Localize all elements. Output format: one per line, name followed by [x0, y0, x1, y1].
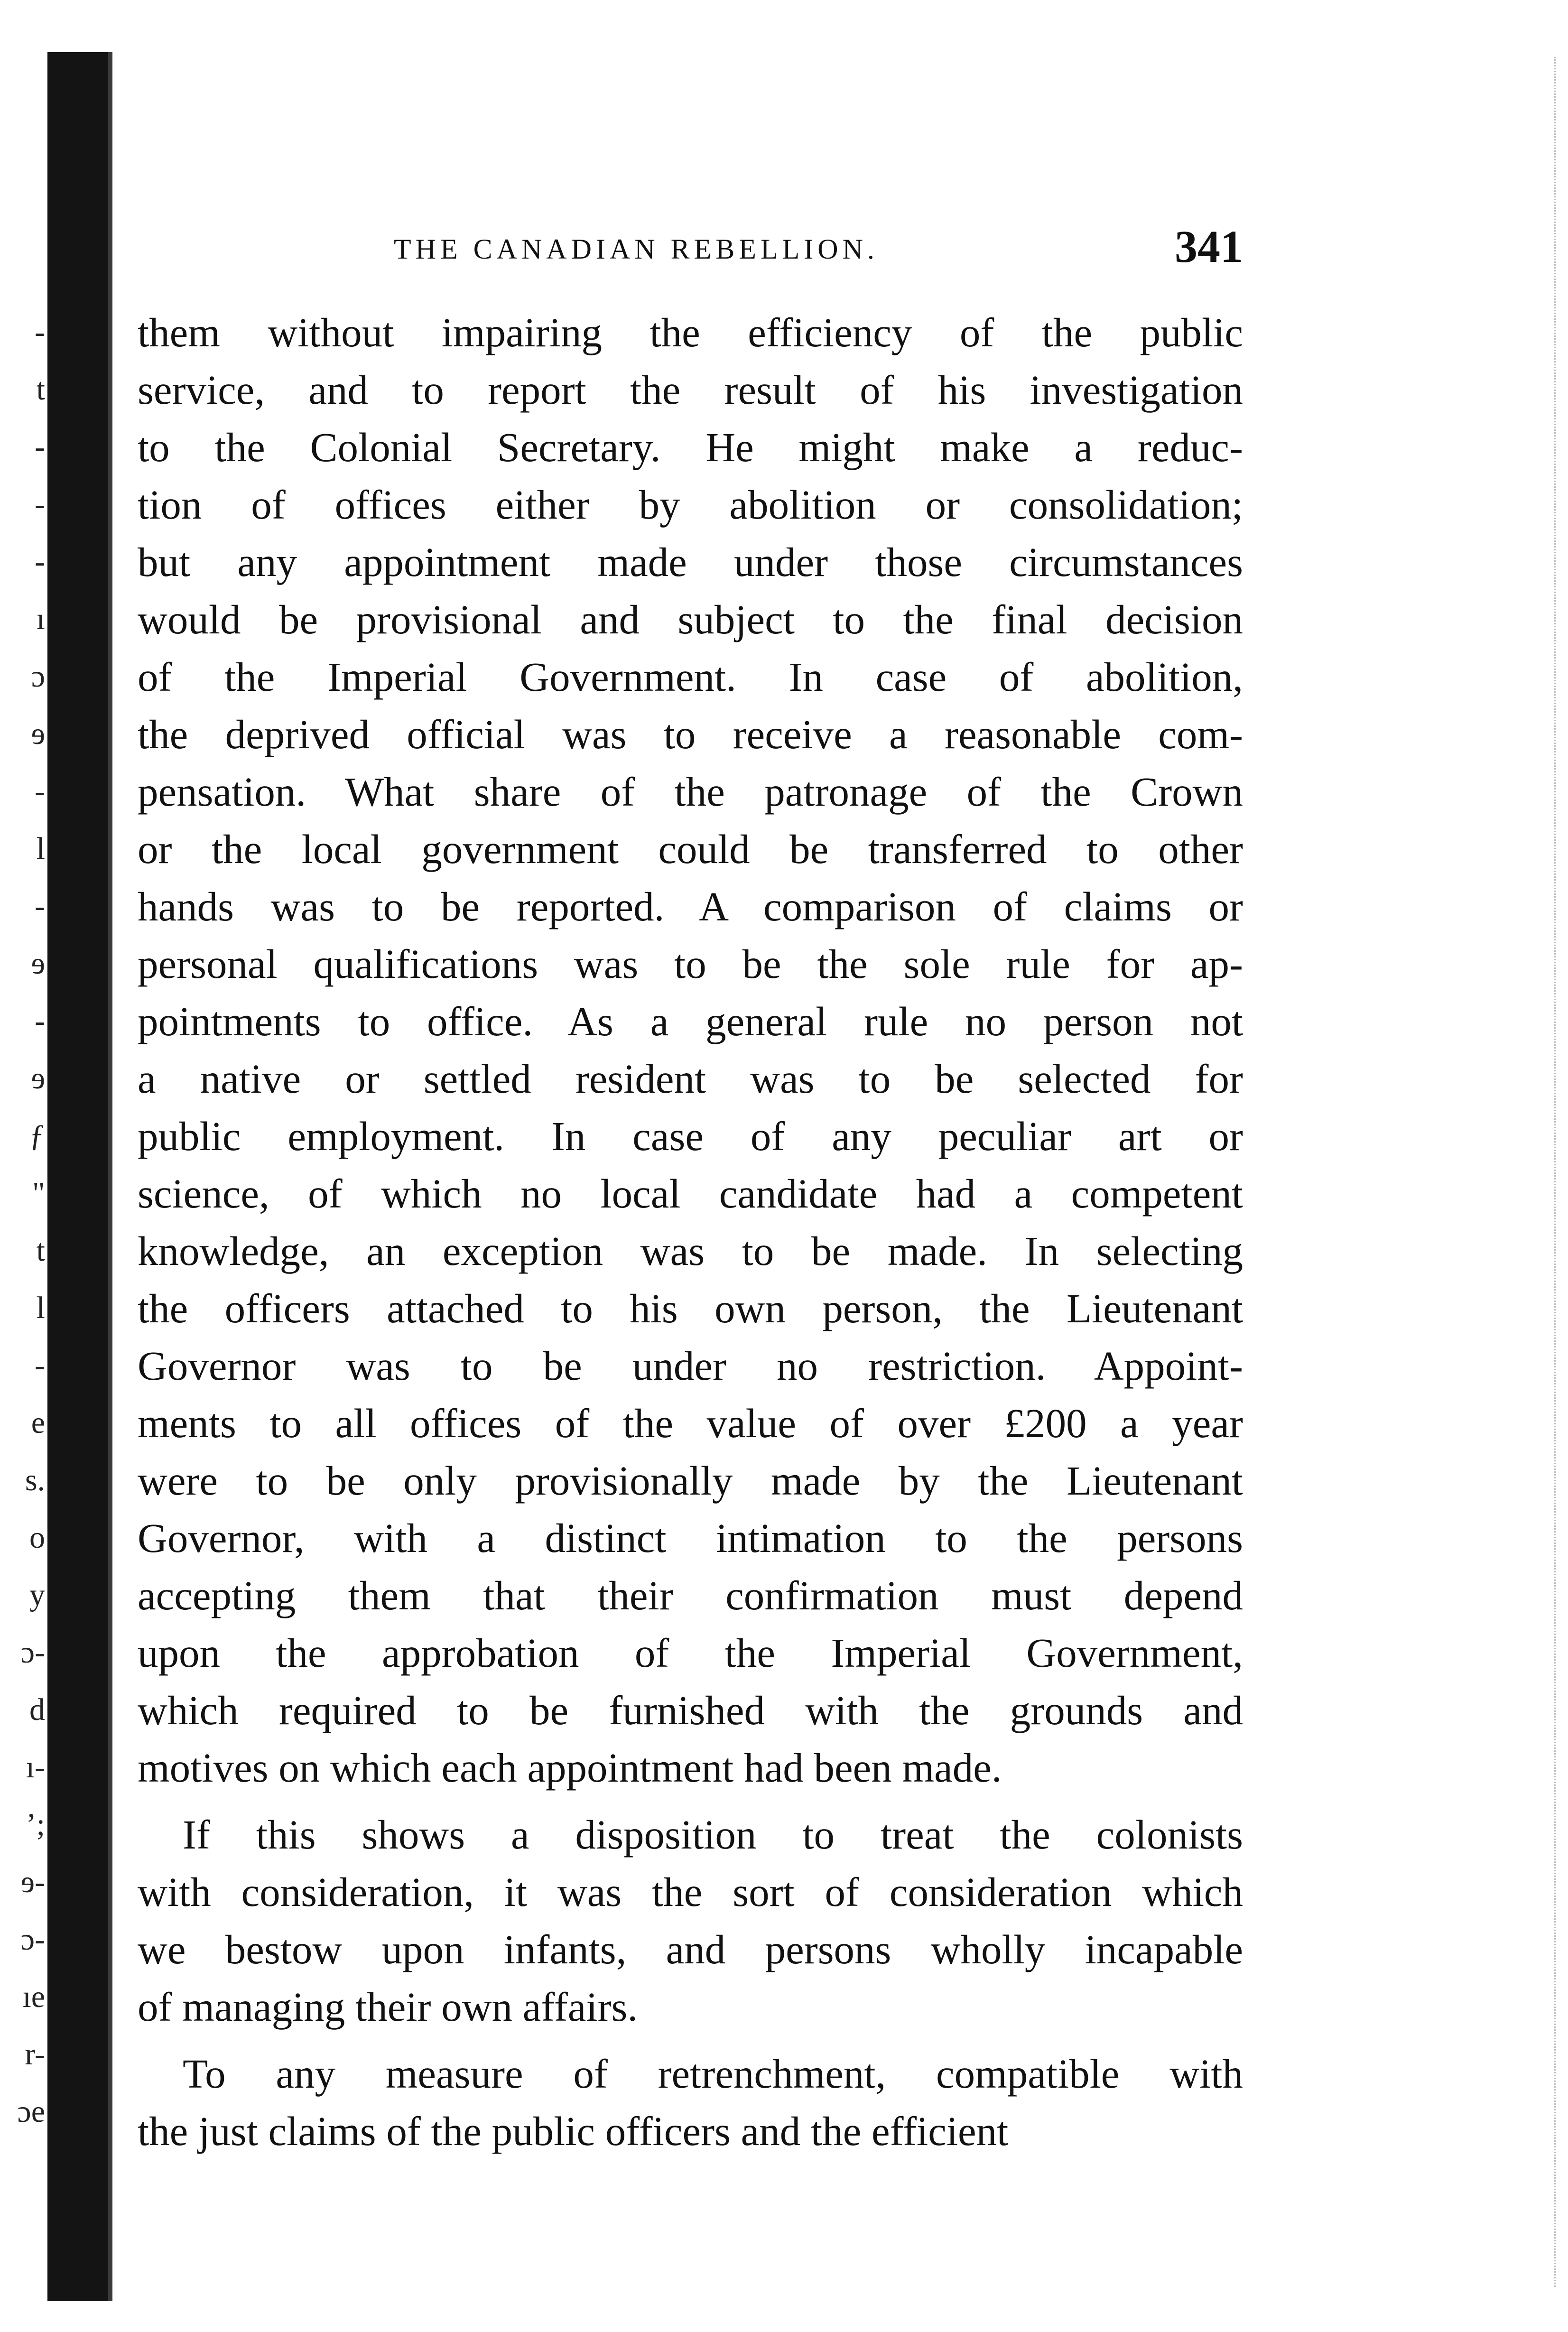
text-line: which required to be furnished with the grounds and	[138, 1687, 1243, 1733]
text-line: we bestow upon infants, and persons wholly incapable	[138, 1926, 1243, 1972]
text-line: pointments to office. As a general rule no person not	[138, 998, 1243, 1044]
gutter-fragment: ıe	[22, 1979, 45, 2014]
text-line: the deprived official was to receive a reasonable com-	[138, 711, 1243, 757]
gutter-fragment: -	[35, 1348, 45, 1383]
text-line: Governor was to be under no restriction. Appoint-	[138, 1343, 1243, 1389]
text-line: but any appointment made under those circumstances	[138, 539, 1243, 585]
gutter-fragment: d	[29, 1692, 45, 1727]
gutter-fragment: -	[35, 315, 45, 349]
gutter-fragment: t	[36, 1233, 45, 1268]
text-line: To any measure of retrenchment, compatible with	[183, 2051, 1243, 2097]
text-line: personal qualifications was to be the sole rule for ap-	[138, 941, 1243, 987]
text-line: ments to all offices of the value of over £200 a year	[138, 1400, 1243, 1446]
gutter-fragment: s.	[25, 1463, 45, 1497]
gutter-fragment: ɘ	[31, 716, 45, 751]
paragraph	[138, 2045, 1243, 2160]
gutter-fragment: -	[35, 1003, 45, 1038]
gutter-fragment: ɘ	[31, 946, 45, 981]
paragraph-gap	[138, 2035, 1243, 2045]
gutter-fragment: ƒ	[29, 1118, 45, 1153]
gutter-fragment: ɔ-	[20, 1922, 45, 1957]
gutter-fragment: y	[29, 1578, 45, 1612]
gutter-fragment: o	[29, 1520, 45, 1555]
text-line: the just claims of the public officers and the efficient	[138, 2108, 1009, 2154]
running-head: THE CANADIAN REBELLION.	[394, 233, 879, 265]
gutter-fragment: ı-	[26, 1750, 45, 1784]
text-line: of managing their own affairs.	[138, 1984, 638, 2030]
gutter-fragment: ɔ-	[20, 1635, 45, 1670]
gutter-fragment: -	[35, 487, 45, 521]
text-line: with consideration, it was the sort of consideration which	[138, 1869, 1243, 1915]
text-line: If this shows a disposition to treat the colonists	[183, 1812, 1243, 1858]
text-line: were to be only provisionally made by the Lieutenant	[138, 1458, 1243, 1504]
text-line: the officers attached to his own person, the Lieutenant	[138, 1285, 1243, 1331]
text-line: or the local government could be transferred to other	[138, 826, 1243, 872]
text-line: knowledge, an exception was to be made. In selecting	[138, 1228, 1243, 1274]
gutter-fragment: "	[32, 1176, 45, 1210]
gutter-fragment: ɘ-	[20, 1865, 45, 1899]
gutter-fragment: l	[36, 831, 45, 866]
text-line: tion of offices either by abolition or consolidation;	[138, 482, 1243, 528]
page-number: 341	[1175, 221, 1243, 272]
text-line: them without impairing the efficiency of the public	[138, 309, 1243, 355]
facing-page-fragments	[0, 0, 47, 2332]
paragraph	[138, 1806, 1243, 2035]
paragraph	[138, 304, 1243, 1796]
gutter-fragment: t	[36, 372, 45, 407]
gutter-fragment: ʼ;	[26, 1807, 45, 1842]
text-line: service, and to report the result of his investigation	[138, 367, 1243, 413]
gutter-fragment: -	[35, 889, 45, 923]
body-text	[138, 304, 1243, 2160]
text-line: would be provisional and subject to the final decision	[138, 596, 1243, 642]
paragraph-gap	[138, 1796, 1243, 1806]
text-line: accepting them that their confirmation must depend	[138, 1572, 1243, 1618]
text-line: to the Colonial Secretary. He might make a reduc-	[138, 424, 1243, 470]
text-line: Governor, with a distinct intimation to the persons	[138, 1515, 1243, 1561]
gutter-fragment: -	[35, 774, 45, 808]
page-header	[138, 221, 1243, 273]
gutter-fragment: -	[35, 429, 45, 464]
text-line: of the Imperial Government. In case of abolition,	[138, 654, 1243, 700]
gutter-fragment: r-	[25, 2037, 45, 2072]
gutter-fragment: ı	[36, 602, 45, 636]
gutter-fragment: -	[35, 544, 45, 579]
text-line: upon the approbation of the Imperial Government,	[138, 1630, 1243, 1676]
text-line: public employment. In case of any peculiar art or	[138, 1113, 1243, 1159]
text-line: science, of which no local candidate had a competent	[138, 1171, 1243, 1217]
gutter-fragment: e	[31, 1405, 45, 1440]
gutter-fragment: ɔ	[31, 659, 45, 694]
text-line: motives on which each appointment had been made.	[138, 1745, 1002, 1791]
gutter-fragment: ɔe	[17, 2094, 45, 2129]
text-line: hands was to be reported. A comparison of claims or	[138, 883, 1243, 929]
binding-shadow	[47, 52, 111, 2301]
page-edge	[1554, 57, 1558, 2287]
gutter-fragment: ɘ	[31, 1061, 45, 1096]
text-line: pensation. What share of the patronage of the Crown	[138, 769, 1243, 815]
gutter-fragment: l	[36, 1291, 45, 1325]
text-line: a native or settled resident was to be selected for	[138, 1056, 1243, 1102]
